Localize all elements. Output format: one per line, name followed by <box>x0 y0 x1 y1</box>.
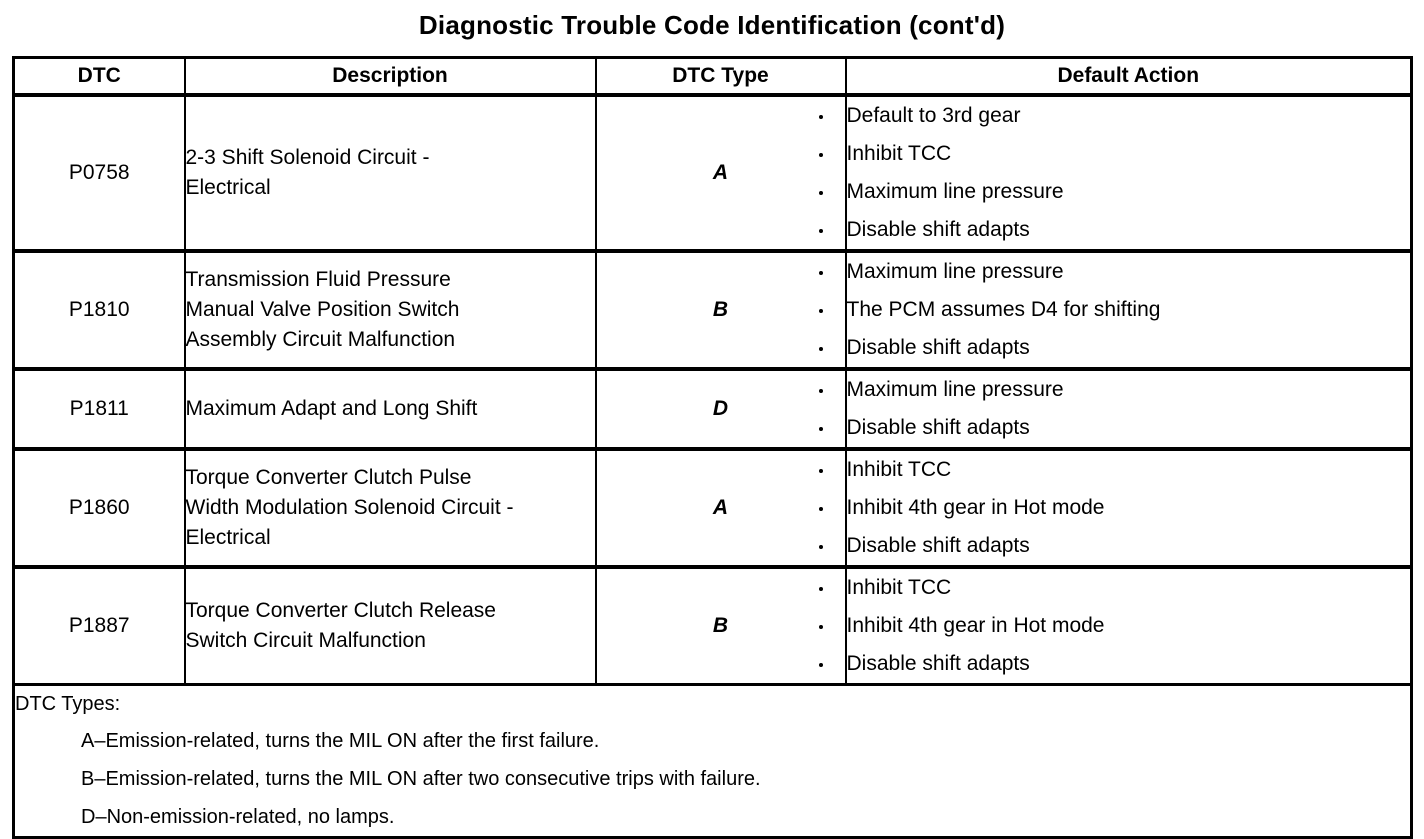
dtc-description <box>185 251 596 369</box>
dtc-code: P1810 <box>14 251 185 369</box>
table-row <box>14 251 1412 369</box>
default-action <box>846 449 1412 567</box>
dtc-types-notes <box>14 685 1412 838</box>
dtc-description <box>185 449 596 567</box>
dtc-description <box>185 95 596 251</box>
dtc-code: P0758 <box>14 95 185 251</box>
dtc-type: B <box>596 567 846 685</box>
dtc-type: A <box>596 95 846 251</box>
action-item: Disable shift adapts <box>847 645 1411 683</box>
action-item: Disable shift adapts <box>847 409 1411 447</box>
dtc-description <box>185 369 596 449</box>
dtc-type: A <box>596 449 846 567</box>
action-item: Default to 3rd gear <box>847 97 1411 135</box>
description-line: Manual Valve Position Switch <box>185 298 460 321</box>
description-line: 2-3 Shift Solenoid Circuit - <box>185 146 430 169</box>
action-item: Disable shift adapts <box>847 329 1411 367</box>
notes-row <box>14 685 1412 838</box>
default-action <box>846 567 1412 685</box>
action-item: Inhibit 4th gear in Hot mode <box>847 607 1411 645</box>
description-line: Transmission Fluid Pressure <box>185 268 451 291</box>
dtc-code: P1887 <box>14 567 185 685</box>
notes-heading: DTC Types: <box>15 693 121 715</box>
description-line: Switch Circuit Malfunction <box>185 629 426 652</box>
header-default-action: Default Action <box>846 58 1412 96</box>
dtc-type: D <box>596 369 846 449</box>
note-line: B–Emission-related, turns the MIL ON after two consecutive trips with failure. <box>81 768 761 790</box>
description-line: Torque Converter Clutch Pulse <box>185 466 472 489</box>
action-item: Inhibit TCC <box>847 135 1411 173</box>
action-item: Inhibit 4th gear in Hot mode <box>847 489 1411 527</box>
description-line: Electrical <box>185 526 271 549</box>
page-title: Diagnostic Trouble Code Identification (cont'd) <box>418 10 1006 40</box>
default-action <box>846 251 1412 369</box>
table-header-row <box>14 58 1412 96</box>
header-dtc-type: DTC Type <box>596 58 846 96</box>
header-dtc: DTC <box>14 58 185 96</box>
description-line: Maximum Adapt and Long Shift <box>185 397 478 420</box>
header-description: Description <box>185 58 596 96</box>
note-line: A–Emission-related, turns the MIL ON after the first failure. <box>81 730 600 752</box>
description-line: Assembly Circuit Malfunction <box>185 328 456 351</box>
description-line: Width Modulation Solenoid Circuit - <box>185 496 514 519</box>
dtc-code: P1860 <box>14 449 185 567</box>
action-item: Inhibit TCC <box>847 569 1411 607</box>
note-line: D–Non-emission-related, no lamps. <box>81 806 395 828</box>
description-line: Electrical <box>185 176 271 199</box>
table-row <box>14 95 1412 251</box>
action-item: Disable shift adapts <box>847 211 1411 249</box>
action-item: Maximum line pressure <box>847 173 1411 211</box>
table-row <box>14 369 1412 449</box>
dtc-description <box>185 567 596 685</box>
description-line: Torque Converter Clutch Release <box>185 599 496 622</box>
default-action <box>846 95 1412 251</box>
table-row <box>14 567 1412 685</box>
action-item: Maximum line pressure <box>847 371 1411 409</box>
default-action <box>846 369 1412 449</box>
action-item: Maximum line pressure <box>847 253 1411 291</box>
dtc-type: B <box>596 251 846 369</box>
dtc-table <box>12 56 1413 839</box>
action-item: Disable shift adapts <box>847 527 1411 565</box>
action-item: Inhibit TCC <box>847 451 1411 489</box>
table-row <box>14 449 1412 567</box>
dtc-code: P1811 <box>14 369 185 449</box>
action-item: The PCM assumes D4 for shifting <box>847 291 1411 329</box>
